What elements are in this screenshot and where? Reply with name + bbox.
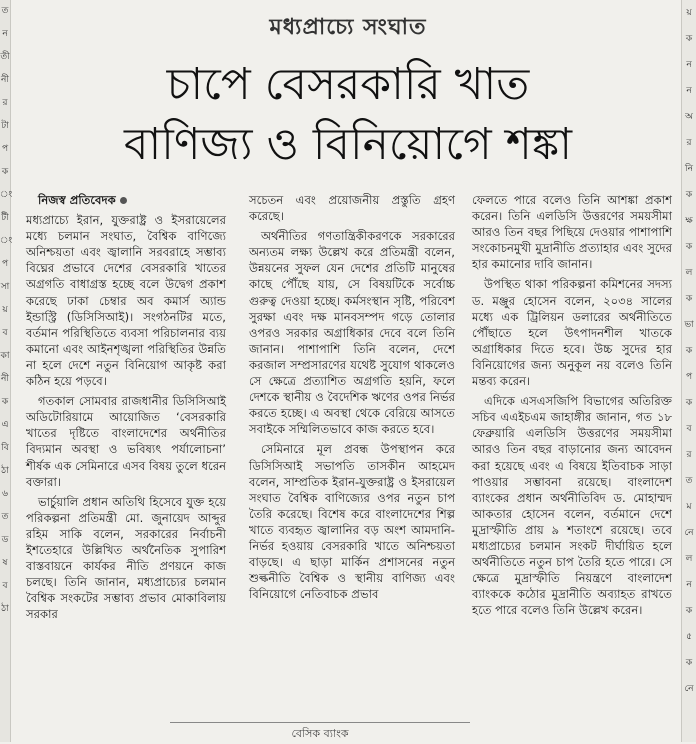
edge-fragment: ক (685, 606, 693, 616)
edge-fragment: ল (685, 554, 693, 564)
edge-fragment: টা (1, 121, 9, 131)
byline-dot-icon (120, 197, 127, 204)
edge-fragment: ব (686, 424, 692, 434)
paragraph: সেমিনারে মূল প্রবন্ধ উপস্থাপন করে ডিসিসিআই সভাপতি তাসকীন আহমেদ বলেন, সাম্প্রতিক ইরান-যুক্তরাষ্ট্র ও ইসরায়েল সংঘাত বৈশ্বিক বাণিজ্যের ওপর নতুন চাপ তৈরি করেছে। বিশেষ করে বাংলাদেশের শিল্প খাতে ব্যবহৃত জ্বালানির বড় অংশ আমদানি-নির্ভর হওয়ায় বেসরকারি খাতে অনিশ্চয়তা বাড়ছে। এ ছাড়া মার্কিন প্রশাসনের নতুন শুল্কনীতি বৈশ্বিক ও স্থানীয় বাণিজ্য এবং বিনিয়োগে নেতিবাচক প্রভাব (249, 442, 455, 602)
edge-fragment: ক (1, 397, 9, 407)
edge-fragment: ঠা (1, 604, 9, 614)
edge-fragment: প (1, 144, 9, 154)
headline-line-1: চাপে বেসরকারি খাত (166, 59, 530, 110)
edge-fragment: ক (685, 34, 693, 44)
paragraph: এদিকে এসএসজিপি বিভাগের অতিরিক্ত সচিব এএইচএম জাহাঙ্গীর জানান, গত ১৮ ফেব্রুয়ারি এলডিসি উত্তরণের সময়সীমা আরও তিন বছর বাড়ানোর জন্য আবেদন করা হয়েছে এবং এ বিষয়ে ইতিবাচক সাড়া পাওয়ার সম্ভাবনা রয়েছে। বাংলাদেশ ব্যাংকের প্রধান অর্থনীতিবিদ ড. মোহাম্মদ আকতার হোসেন বলেন, বর্তমানে দেশে মুদ্রাস্ফীতি প্রায় ৯ শতাংশে রয়েছে। তবে মধ্যপ্রাচ্যের চলমান সংকট দীর্ঘায়িত হলে অর্থনীতিতে নতুন চাপ তৈরি হতে পারে। সে ক্ষেত্রে মুদ্রাস্ফীতি নিয়ন্ত্রণে বাংলাদেশ ব্যাংককে কঠোর মুদ্রানীতি অব্যাহত রাখতে হতে পারে বলেও তিনি উল্লেখ করেন। (472, 394, 672, 618)
edge-fragment: ক (685, 190, 693, 200)
article-column-2 (249, 192, 455, 712)
paragraph: গতকাল সোমবার রাজধানীর ডিসিসিআই অডিটোরিয়ামে আয়োজিত ‘বেসরকারি খাতের দৃষ্টিতে বাংলাদেশের অর্থনীতির বিদ্যমান অবস্থা ও ভবিষ্যৎ পর্যালোচনা’ শীর্ষক এক সেমিনারে এসব বিষয় তুলে ধরেন বক্তারা। (26, 394, 226, 489)
edge-fragment: ক (1, 167, 9, 177)
edge-fragment: নী (1, 374, 9, 384)
edge-fragment: নে (684, 528, 694, 538)
paragraph: ফেলতে পারে বলেও তিনি আশঙ্কা প্রকাশ করেন। তিনি এলডিসি উত্তরণের সময়সীমা আরও তিন বছর পিছিয়ে দেওয়ার পাশাপাশি সংকোচনমুখী মুদ্রানীতি প্রত্যাহার এবং সুদের হার কমানোর দাবি জানান। (472, 193, 672, 272)
edge-fragment: ন (686, 580, 692, 590)
article-column-3 (472, 192, 672, 712)
edge-fragment: নে (684, 684, 694, 694)
edge-fragment: ত (1, 512, 9, 522)
edge-fragment: নী (1, 75, 9, 85)
edge-fragment: ন (686, 86, 692, 96)
edge-fragment: ন (686, 60, 692, 70)
byline (26, 192, 226, 208)
edge-fragment: সা (0, 282, 10, 292)
edge-fragment: ক (685, 294, 693, 304)
edge-fragment: ং (0, 236, 13, 246)
edge-fragment: টী (1, 213, 9, 223)
edge-fragment: র (686, 450, 692, 460)
next-article-heading-cut: বেসিক ব্যাংক (170, 722, 470, 744)
article-column-1 (26, 192, 226, 712)
paragraph: সচেতন এবং প্রয়োজনীয় প্রস্তুতি গ্রহণ করেছে। (249, 193, 455, 224)
edge-fragment: ল (685, 268, 693, 278)
edge-fragment: ব (2, 581, 8, 591)
paragraph: মধ্যপ্রাচ্যে ইরান, যুক্তরাষ্ট্র ও ইসরায়েলের মধ্যে চলমান সংঘাত, বৈশ্বিক বাণিজ্যে অনিশ্চয়তা এবং জ্বালানি সরবরাহে সম্ভাব্য বিঘ্নের প্রভাবে দেশের বেসরকারি খাতের অগ্রগতি বাধাগ্রস্ত হচ্ছে বলে উদ্বেগ প্রকাশ করেছে ঢাকা চেম্বার অব কমার্স অ্যান্ড ইন্ডাস্ট্রি (ডিসিসিআই)। সংগঠনটির মতে, বর্তমান পরিস্থিতিতে ব্যবসা পরিচালনার ব্যয় কমানো এবং আইনশৃঙ্খলা পরিস্থিতির উন্নতি না হলে দেশে নতুন বিনিয়োগ আকৃষ্ট করা কঠিন হয়ে পড়বে। (26, 213, 226, 389)
edge-fragment: ৫ (686, 632, 692, 642)
paragraph: ভার্চুয়ালি প্রধান অতিথি হিসেবে যুক্ত হয়ে পরিকল্পনা প্রতিমন্ত্রী মো. জুনায়েদ আব্দুর রহিম সাকি বলেন, সরকারের নির্বাচনী ইশতেহারে উল্লিখিত অর্থনৈতিক সুপারিশ বাস্তবায়নে কার্যকর নীতি প্রণয়নে কাজ চলছে। তিনি জানান, মধ্যপ্রাচ্যের চলমান বৈশ্বিক সংকটের সম্ভাব্য প্রভাব মোকাবিলায় সরকার (26, 494, 226, 622)
edge-fragment: নি (685, 164, 693, 174)
edge-fragment: র (686, 138, 692, 148)
edge-fragment: ক (685, 346, 693, 356)
edge-fragment: ৬ (2, 489, 8, 499)
edge-fragment: ঠা (1, 466, 9, 476)
edge-fragment: বি (1, 443, 9, 453)
edge-fragment: ত (685, 476, 693, 486)
edge-fragment: ক (685, 242, 693, 252)
edge-fragment: তী (0, 52, 10, 62)
byline-text: নিজস্ব প্রতিবেদক (38, 193, 116, 207)
edge-fragment: ম (686, 502, 692, 512)
edge-fragment: প (685, 372, 693, 382)
edge-fragment: ন (2, 29, 8, 39)
headline-line-2: বাণিজ্য ও বিনিয়োগে শঙ্কা (123, 119, 573, 170)
edge-fragment: ক (685, 398, 693, 408)
edge-fragment: র (2, 98, 8, 108)
edge-fragment: ভা (684, 320, 694, 330)
edge-fragment: কা (0, 351, 10, 361)
edge-fragment: ত (1, 6, 9, 16)
edge-fragment: ক (685, 658, 693, 668)
edge-fragment: ড (1, 535, 9, 545)
edge-fragment: ষ (2, 558, 8, 568)
edge-fragment: অ (685, 112, 693, 122)
edge-fragment: ক্ষ (685, 216, 693, 226)
edge-fragment: এ (1, 420, 9, 430)
edge-fragment: য় (686, 8, 692, 18)
left-page-edge (0, 0, 11, 742)
right-page-edge (681, 0, 696, 742)
edge-fragment: ব (2, 328, 8, 338)
paragraph: অর্থনীতির গণতান্ত্রিকীকরণকে সরকারের অন্যতম লক্ষ্য উল্লেখ করে প্রতিমন্ত্রী বলেন, উন্নয়নের সুফল যেন দেশের প্রতিটি মানুষের কাছে পৌঁছে যায়, সে বিষয়টিকে সর্বোচ্চ গুরুত্ব দেওয়া হচ্ছে। কর্মসংস্থান সৃষ্টি, পরিবেশ সুরক্ষা এবং দক্ষ মানবসম্পদ গড়ে তোলার ওপরও সরকার অগ্রাধিকার দেবে বলে তিনি জানান। পাশাপাশি তিনি বলেন, দেশে করজাল সম্প্রসারণের যথেষ্ট সুযোগ থাকলেও সে ক্ষেত্রে প্রত্যাশিত অগ্রগতি হয়নি, ফলে দেশকে স্থানীয় ও বৈদেশিক ঋণের ওপর নির্ভর করতে হচ্ছে। এ অবস্থা থেকে বেরিয়ে আসতে সবাইকে সম্মিলিতভাবে কাজ করতে হবে। (249, 229, 455, 437)
kicker: মধ্যপ্রাচ্যে সংঘাত (269, 15, 427, 40)
edge-fragment: ং (0, 190, 13, 200)
edge-fragment: প (1, 259, 9, 269)
paragraph: উপস্থিত থাকা পরিকল্পনা কমিশনের সদস্য ড. মঞ্জুর হোসেন বলেন, ২০৩৪ সালের মধ্যে এক ট্রিলিয়ন ডলারের অর্থনীতিতে পৌঁছাতে হলে উৎপাদনশীল খাতকে অগ্রাধিকার দিতে হবে। উচ্চ সুদের হার বিনিয়োগের জন্য অনুকূল নয় বলেও তিনি মন্তব্য করেন। (472, 277, 672, 389)
edge-fragment: য় (2, 305, 8, 315)
